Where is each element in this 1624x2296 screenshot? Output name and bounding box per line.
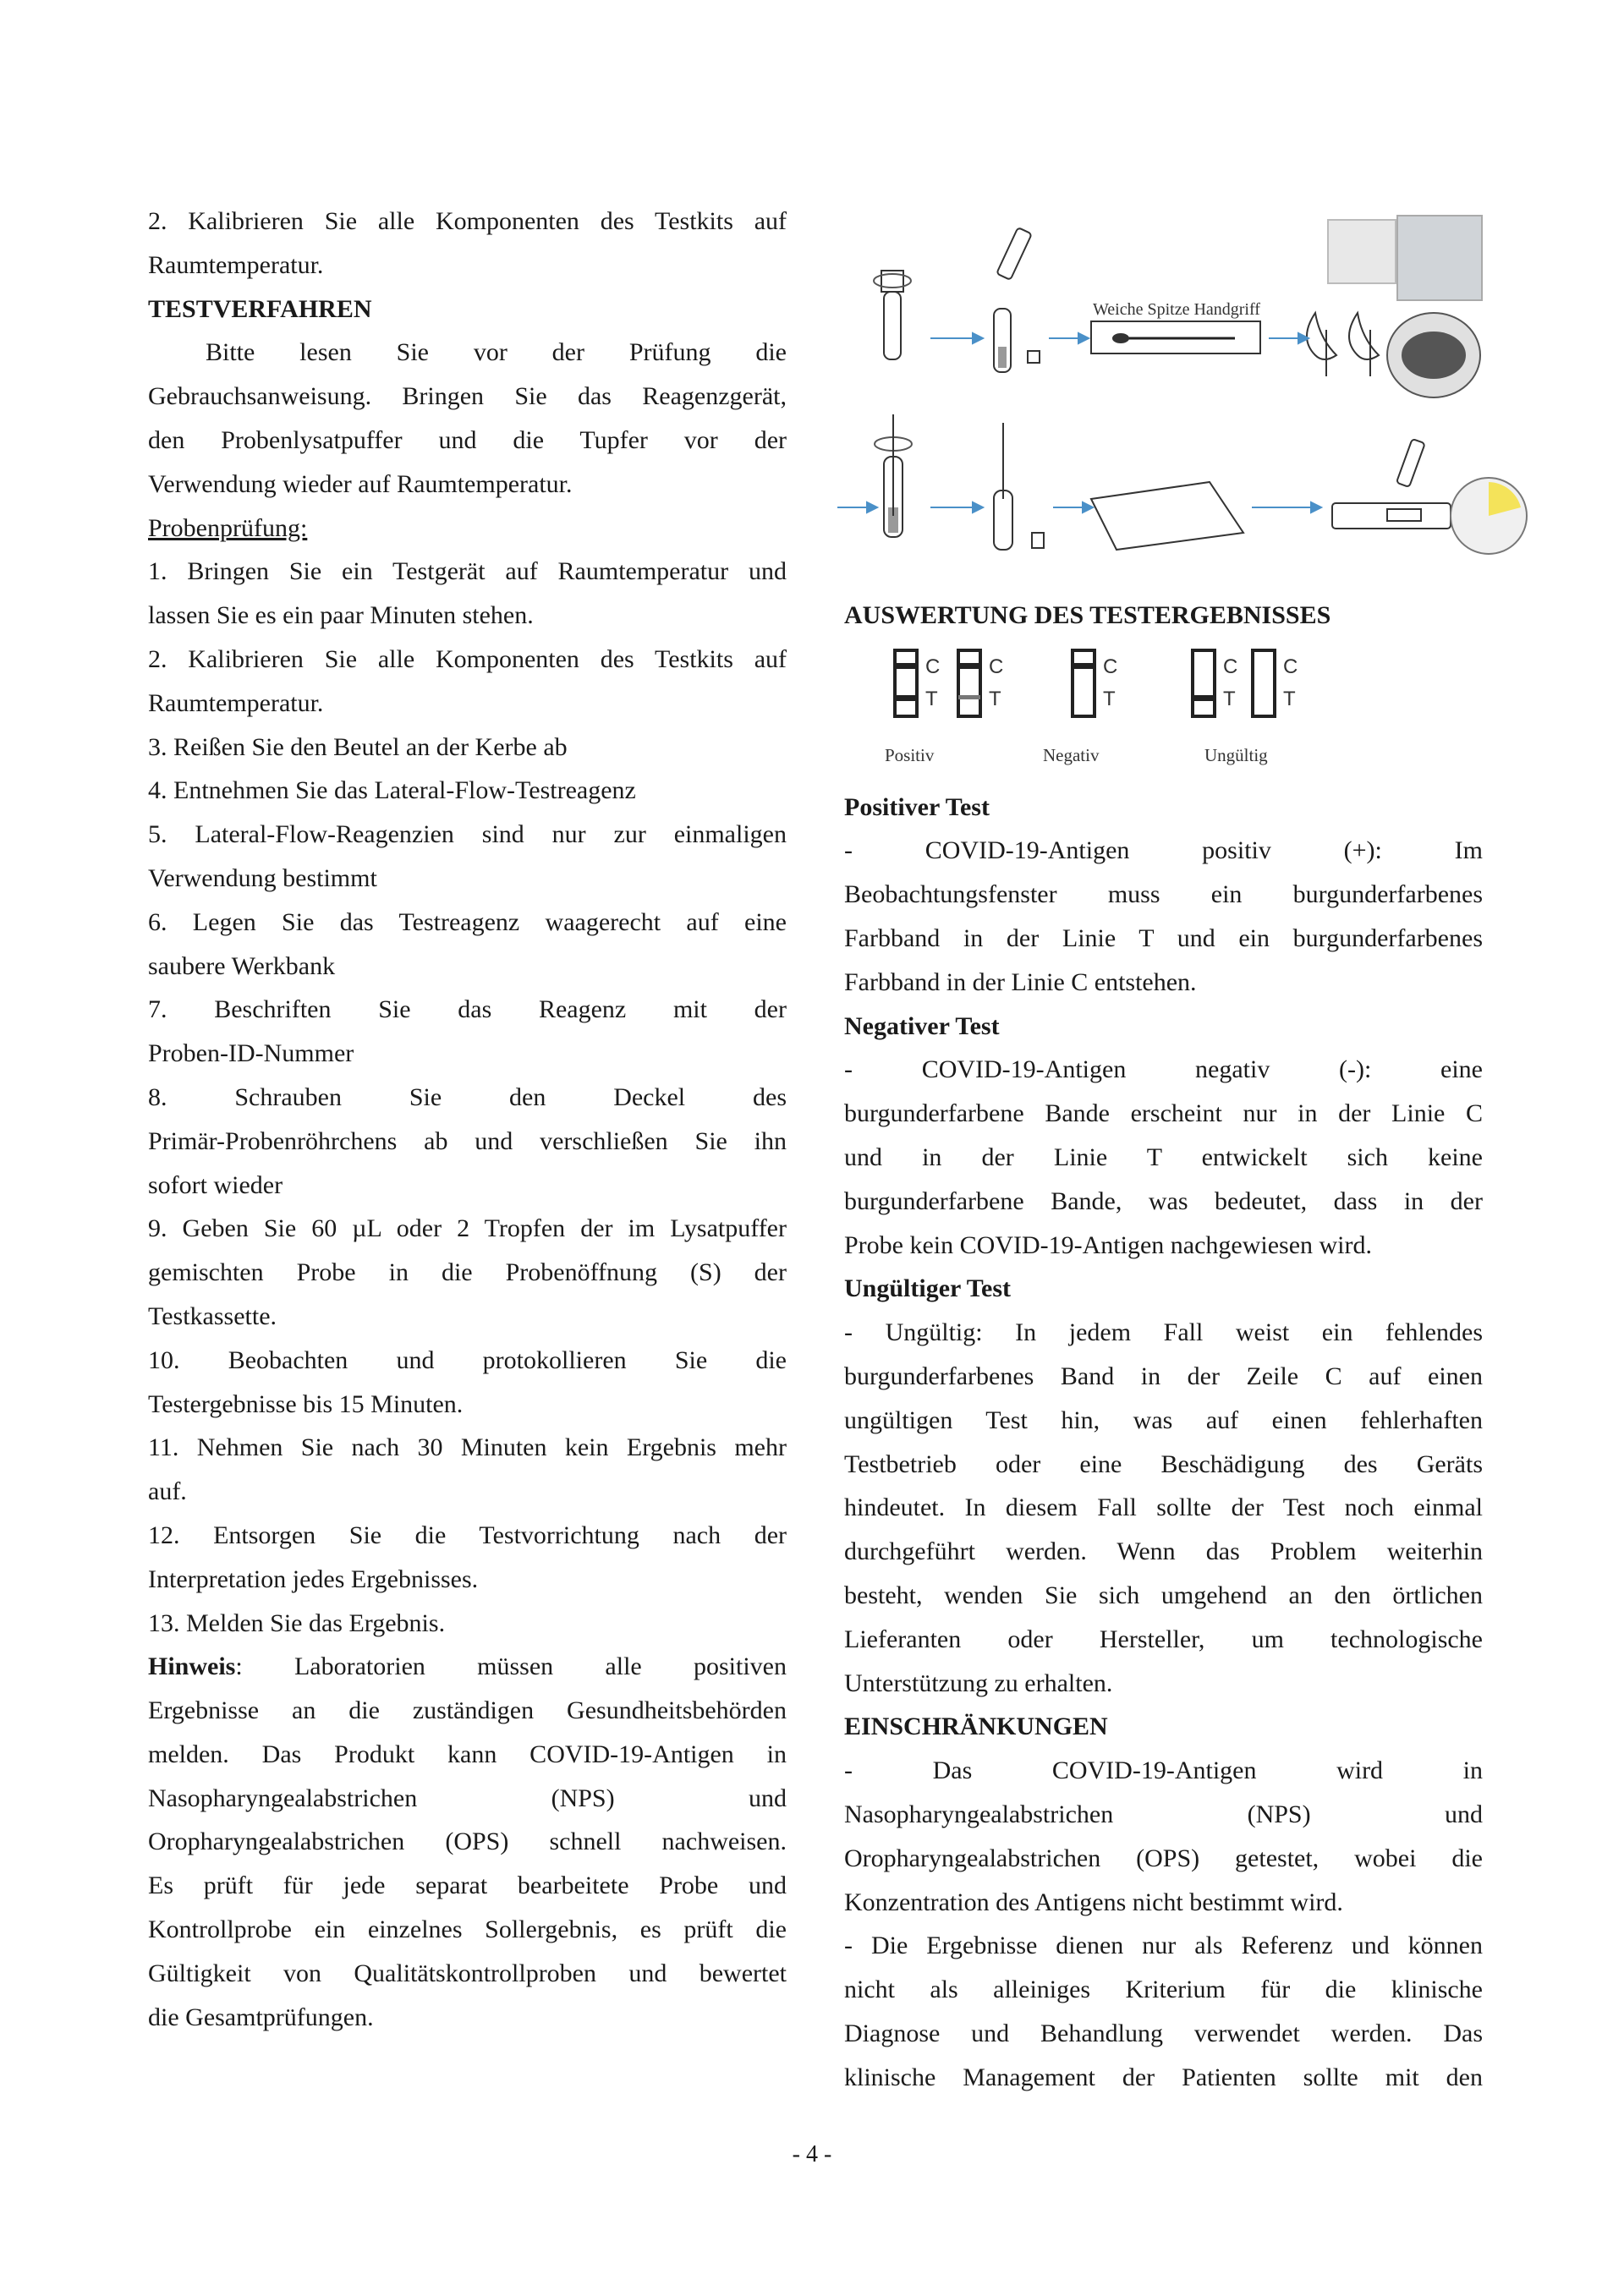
strip-positive-1 bbox=[895, 650, 917, 716]
paragraph: burgunderfarbene Bande erscheint nur in der Linie C bbox=[844, 1099, 1483, 1128]
step-5: 5. Lateral-Flow-Reagenzien sind nur zur einmaligen bbox=[148, 820, 787, 849]
tube-icon bbox=[994, 490, 1012, 550]
test-cassette-icon bbox=[1332, 503, 1451, 529]
paragraph: Raumtemperatur. bbox=[148, 250, 324, 279]
label-negativ: Negativ bbox=[1043, 744, 1100, 765]
paragraph: Nasopharyngealabstrichen (NPS) und bbox=[844, 1800, 1483, 1828]
head-profile-icon bbox=[1328, 220, 1396, 283]
step-1: 1. Bringen Sie ein Testgerät auf Raumtemperatur und bbox=[148, 557, 787, 586]
step-3: 3. Reißen Sie den Beutel an der Kerbe ab bbox=[148, 732, 568, 761]
step-6: saubere Werkbank bbox=[148, 951, 336, 980]
dropper-icon bbox=[1396, 439, 1425, 487]
step-6: 6. Legen Sie das Testreagenz waagerecht auf eine bbox=[148, 907, 787, 936]
hinweis-line: Ergebnisse an die zuständigen Gesundheitsbehörden bbox=[148, 1696, 787, 1725]
step-2: Raumtemperatur. bbox=[148, 688, 324, 717]
t-line-label: T bbox=[925, 687, 938, 710]
step-8: Primär-Probenröhrchens ab und verschließen Sie ihn bbox=[148, 1126, 787, 1155]
hinweis-label: Hinweis bbox=[148, 1652, 236, 1681]
strip-invalid-1 bbox=[1193, 650, 1215, 716]
paragraph: - Das COVID-19-Antigen wird in bbox=[844, 1756, 1483, 1785]
paragraph: Farbband in der Linie T und ein burgunderfarbenes bbox=[844, 923, 1483, 952]
hinweis-line: Gültigkeit von Qualitätskontrollproben und bewertet bbox=[148, 1959, 787, 1987]
paragraph: Lieferanten oder Hersteller, um technologische bbox=[844, 1625, 1483, 1653]
step-4: 4. Entnehmen Sie das Lateral-Flow-Testreagenz bbox=[148, 776, 636, 805]
section-heading-einschraenkungen: EINSCHRÄNKUNGEN bbox=[844, 1712, 1108, 1741]
step-8: sofort wieder bbox=[148, 1170, 283, 1199]
heading-ungueltiger-test: Ungültiger Test bbox=[844, 1274, 1011, 1303]
paragraph: Diagnose und Behandlung verwendet werden. Das bbox=[844, 2019, 1483, 2047]
step-1: lassen Sie es ein paar Minuten stehen. bbox=[148, 601, 534, 630]
paragraph: - COVID-19-Antigen negativ (-): eine bbox=[844, 1055, 1483, 1084]
hinweis-line bbox=[148, 1645, 787, 1689]
right-column bbox=[844, 594, 1483, 2100]
paragraph: 2. Kalibrieren Sie alle Komponenten des Testkits auf bbox=[148, 207, 787, 235]
c-line-label: C bbox=[989, 655, 1004, 678]
paragraph: Oropharyngealabstrichen (OPS) getestet, wobei die bbox=[844, 1844, 1483, 1872]
t-line-label: T bbox=[1223, 687, 1236, 710]
paragraph: Farbband in der Linie C entstehen. bbox=[844, 967, 1197, 996]
label-positiv: Positiv bbox=[885, 744, 935, 765]
t-line-label: T bbox=[1283, 687, 1296, 710]
pouch-icon bbox=[1091, 482, 1243, 550]
paragraph: Probe kein COVID-19-Antigen nachgewiesen wird. bbox=[844, 1230, 1373, 1259]
paragraph: nicht als alleiniges Kriterium für die klinische bbox=[844, 1975, 1483, 2004]
paragraph: burgunderfarbene Bande, was bedeutet, dass in der bbox=[844, 1186, 1483, 1215]
paragraph: durchgeführt werden. Wenn das Problem weiterhin bbox=[844, 1537, 1483, 1566]
step-9: gemischten Probe in die Probenöffnung (S) der bbox=[148, 1258, 787, 1287]
hinweis-line: Es prüft für jede separat bearbeitete Probe und bbox=[148, 1871, 787, 1900]
step-10: Testergebnisse bis 15 Minuten. bbox=[148, 1389, 464, 1418]
step-13: 13. Melden Sie das Ergebnis. bbox=[148, 1608, 446, 1637]
left-column bbox=[148, 200, 787, 2039]
cap-icon bbox=[1032, 533, 1044, 548]
paragraph: Testbetrieb oder eine Beschädigung des Geräts bbox=[844, 1449, 1483, 1478]
paragraph: besteht, wenden Sie sich umgehend an den örtlichen bbox=[844, 1581, 1483, 1609]
heading-negativer-test: Negativer Test bbox=[844, 1011, 1000, 1040]
hinweis-line: Oropharyngealabstrichen (OPS) schnell nachweisen. bbox=[148, 1827, 787, 1856]
c-line-label: C bbox=[1103, 655, 1118, 678]
paragraph: Gebrauchsanweisung. Bringen Sie das Reagenzgerät, bbox=[148, 382, 787, 411]
step-8: 8. Schrauben Sie den Deckel des bbox=[148, 1082, 787, 1111]
tube-icon bbox=[884, 292, 901, 359]
step-7: 7. Beschriften Sie das Reagenz mit der bbox=[148, 995, 787, 1024]
strip-invalid-2 bbox=[1253, 650, 1275, 716]
hinweis-line: Kontrollprobe ein einzelnes Sollergebnis, es prüft die bbox=[148, 1915, 787, 1944]
paragraph: Konzentration des Antigens nicht bestimmt wird. bbox=[844, 1888, 1343, 1916]
paragraph: und in der Linie T entwickelt sich keine bbox=[844, 1143, 1483, 1171]
step-11: auf. bbox=[148, 1477, 187, 1506]
c-line-label: C bbox=[1223, 655, 1238, 678]
step-7: Proben-ID-Nummer bbox=[148, 1039, 354, 1068]
paragraph: - Ungültig: In jedem Fall weist ein fehlendes bbox=[844, 1318, 1483, 1347]
section-heading-auswertung: AUSWERTUNG DES TESTERGEBNISSES bbox=[844, 601, 1331, 629]
strip-negative bbox=[1073, 650, 1095, 716]
step-9: Testkassette. bbox=[148, 1301, 277, 1330]
step-12: 12. Entsorgen Sie die Testvorrichtung nach der bbox=[148, 1521, 787, 1549]
nose-icon bbox=[1349, 313, 1379, 359]
paragraph: hindeutet. In diesem Fall sollte der Test noch einmal bbox=[844, 1493, 1483, 1522]
hinweis-line: Nasopharyngealabstrichen (NPS) und bbox=[148, 1784, 787, 1812]
procedure-illustration bbox=[837, 211, 1531, 584]
head-xray-icon bbox=[1397, 216, 1482, 300]
c-line-label: C bbox=[1283, 655, 1298, 678]
step-5: Verwendung bestimmt bbox=[148, 863, 377, 892]
hinweis-text: : Laboratorien müssen alle positiven bbox=[235, 1652, 787, 1681]
step-9: 9. Geben Sie 60 µL oder 2 Tropfen der im Lysatpuffer bbox=[148, 1214, 787, 1243]
paragraph: ungültigen Test hin, was auf einen fehlerhaften bbox=[844, 1406, 1483, 1434]
paragraph: Unterstützung zu erhalten. bbox=[844, 1669, 1113, 1697]
paragraph: - Die Ergebnisse dienen nur als Referenz und können bbox=[844, 1932, 1483, 1960]
label-ungueltig: Ungültig bbox=[1204, 744, 1268, 765]
step-10: 10. Beobachten und protokollieren Sie die bbox=[148, 1345, 787, 1374]
section-heading-testverfahren: TESTVERFAHREN bbox=[148, 294, 372, 323]
paragraph: den Probenlysatpuffer und die Tupfer vor der bbox=[148, 425, 787, 454]
hinweis-line: melden. Das Produkt kann COVID-19-Antigen in bbox=[148, 1740, 787, 1768]
cap-icon bbox=[1028, 351, 1040, 363]
step-12: Interpretation jedes Ergebnisses. bbox=[148, 1564, 479, 1593]
hinweis-line: die Gesamtprüfungen. bbox=[148, 2003, 374, 2031]
swab-handle-label: Weiche Spitze Handgriff bbox=[1093, 300, 1260, 319]
nose-icon bbox=[1307, 313, 1336, 359]
t-line-label: T bbox=[989, 687, 1001, 710]
t-line-label: T bbox=[1103, 687, 1116, 710]
result-interpretation-diagram bbox=[844, 638, 1369, 790]
paragraph: klinische Management der Patienten sollte mit den bbox=[844, 2063, 1483, 2091]
page-number: - 4 - bbox=[792, 2141, 832, 2167]
paragraph: Verwendung wieder auf Raumtemperatur. bbox=[148, 469, 573, 498]
rotate-icon bbox=[874, 274, 911, 288]
strip-positive-2 bbox=[958, 650, 980, 716]
subheading-probenpruefung: Probenprüfung: bbox=[148, 513, 308, 542]
c-line-label: C bbox=[925, 655, 941, 678]
paragraph: Bitte lesen Sie vor der Prüfung die bbox=[206, 338, 787, 367]
dropper-icon bbox=[996, 227, 1032, 280]
heading-positiver-test: Positiver Test bbox=[844, 792, 990, 821]
step-11: 11. Nehmen Sie nach 30 Minuten kein Ergebnis mehr bbox=[148, 1433, 787, 1462]
paragraph: Beobachtungsfenster muss ein burgunderfarbenes bbox=[844, 880, 1483, 909]
paragraph: - COVID-19-Antigen positiv (+): Im bbox=[844, 836, 1483, 865]
paragraph: burgunderfarbenes Band in der Zeile C auf einen bbox=[844, 1362, 1483, 1390]
step-2: 2. Kalibrieren Sie alle Komponenten des Testkits auf bbox=[148, 644, 787, 673]
